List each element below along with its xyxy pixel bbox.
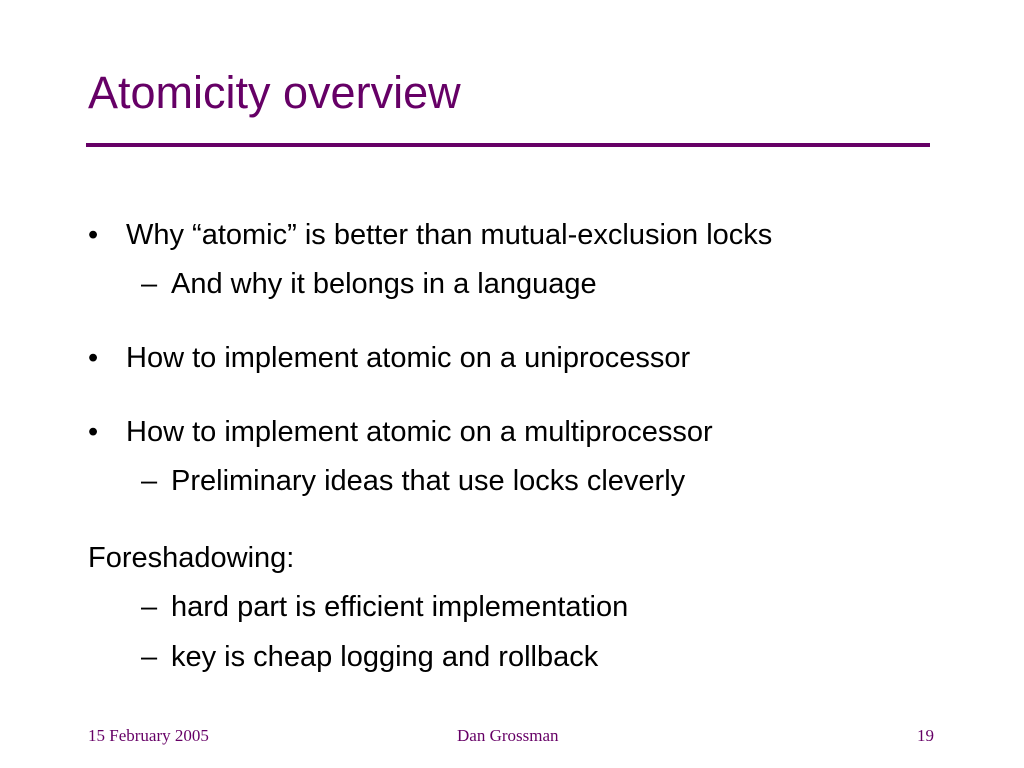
bullet-marker: • <box>88 342 99 374</box>
sub-bullet-item <box>141 640 599 674</box>
bullet-text: Why “atomic” is better than mutual-exclusion locks <box>126 219 773 251</box>
foreshadowing-heading: Foreshadowing: <box>88 542 295 574</box>
bullet-item <box>88 415 713 449</box>
slide-title: Atomicity overview <box>88 67 461 118</box>
sub-bullet-text: Preliminary ideas that use locks cleverly <box>171 465 686 497</box>
dash-marker: – <box>141 591 158 623</box>
title-divider <box>86 143 930 147</box>
bullet-item <box>88 341 691 375</box>
dash-marker: – <box>141 641 158 673</box>
sub-bullet-item <box>141 267 597 301</box>
sub-bullet-text: key is cheap logging and rollback <box>171 641 599 673</box>
bullet-marker: • <box>88 219 99 251</box>
bullet-text: How to implement atomic on a multiprocessor <box>126 416 713 448</box>
sub-bullet-text: hard part is efficient implementation <box>171 591 629 623</box>
footer-author: Dan Grossman <box>457 726 559 745</box>
footer-page-number: 19 <box>917 726 934 745</box>
sub-bullet-item <box>141 464 686 498</box>
dash-marker: – <box>141 268 158 300</box>
footer-date: 15 February 2005 <box>88 726 209 745</box>
dash-marker: – <box>141 465 158 497</box>
sub-bullet-text: And why it belongs in a language <box>171 268 597 300</box>
bullet-marker: • <box>88 416 99 448</box>
bullet-text: How to implement atomic on a uniprocessor <box>126 342 691 374</box>
sub-bullet-item <box>141 590 629 624</box>
bullet-item <box>88 218 773 252</box>
